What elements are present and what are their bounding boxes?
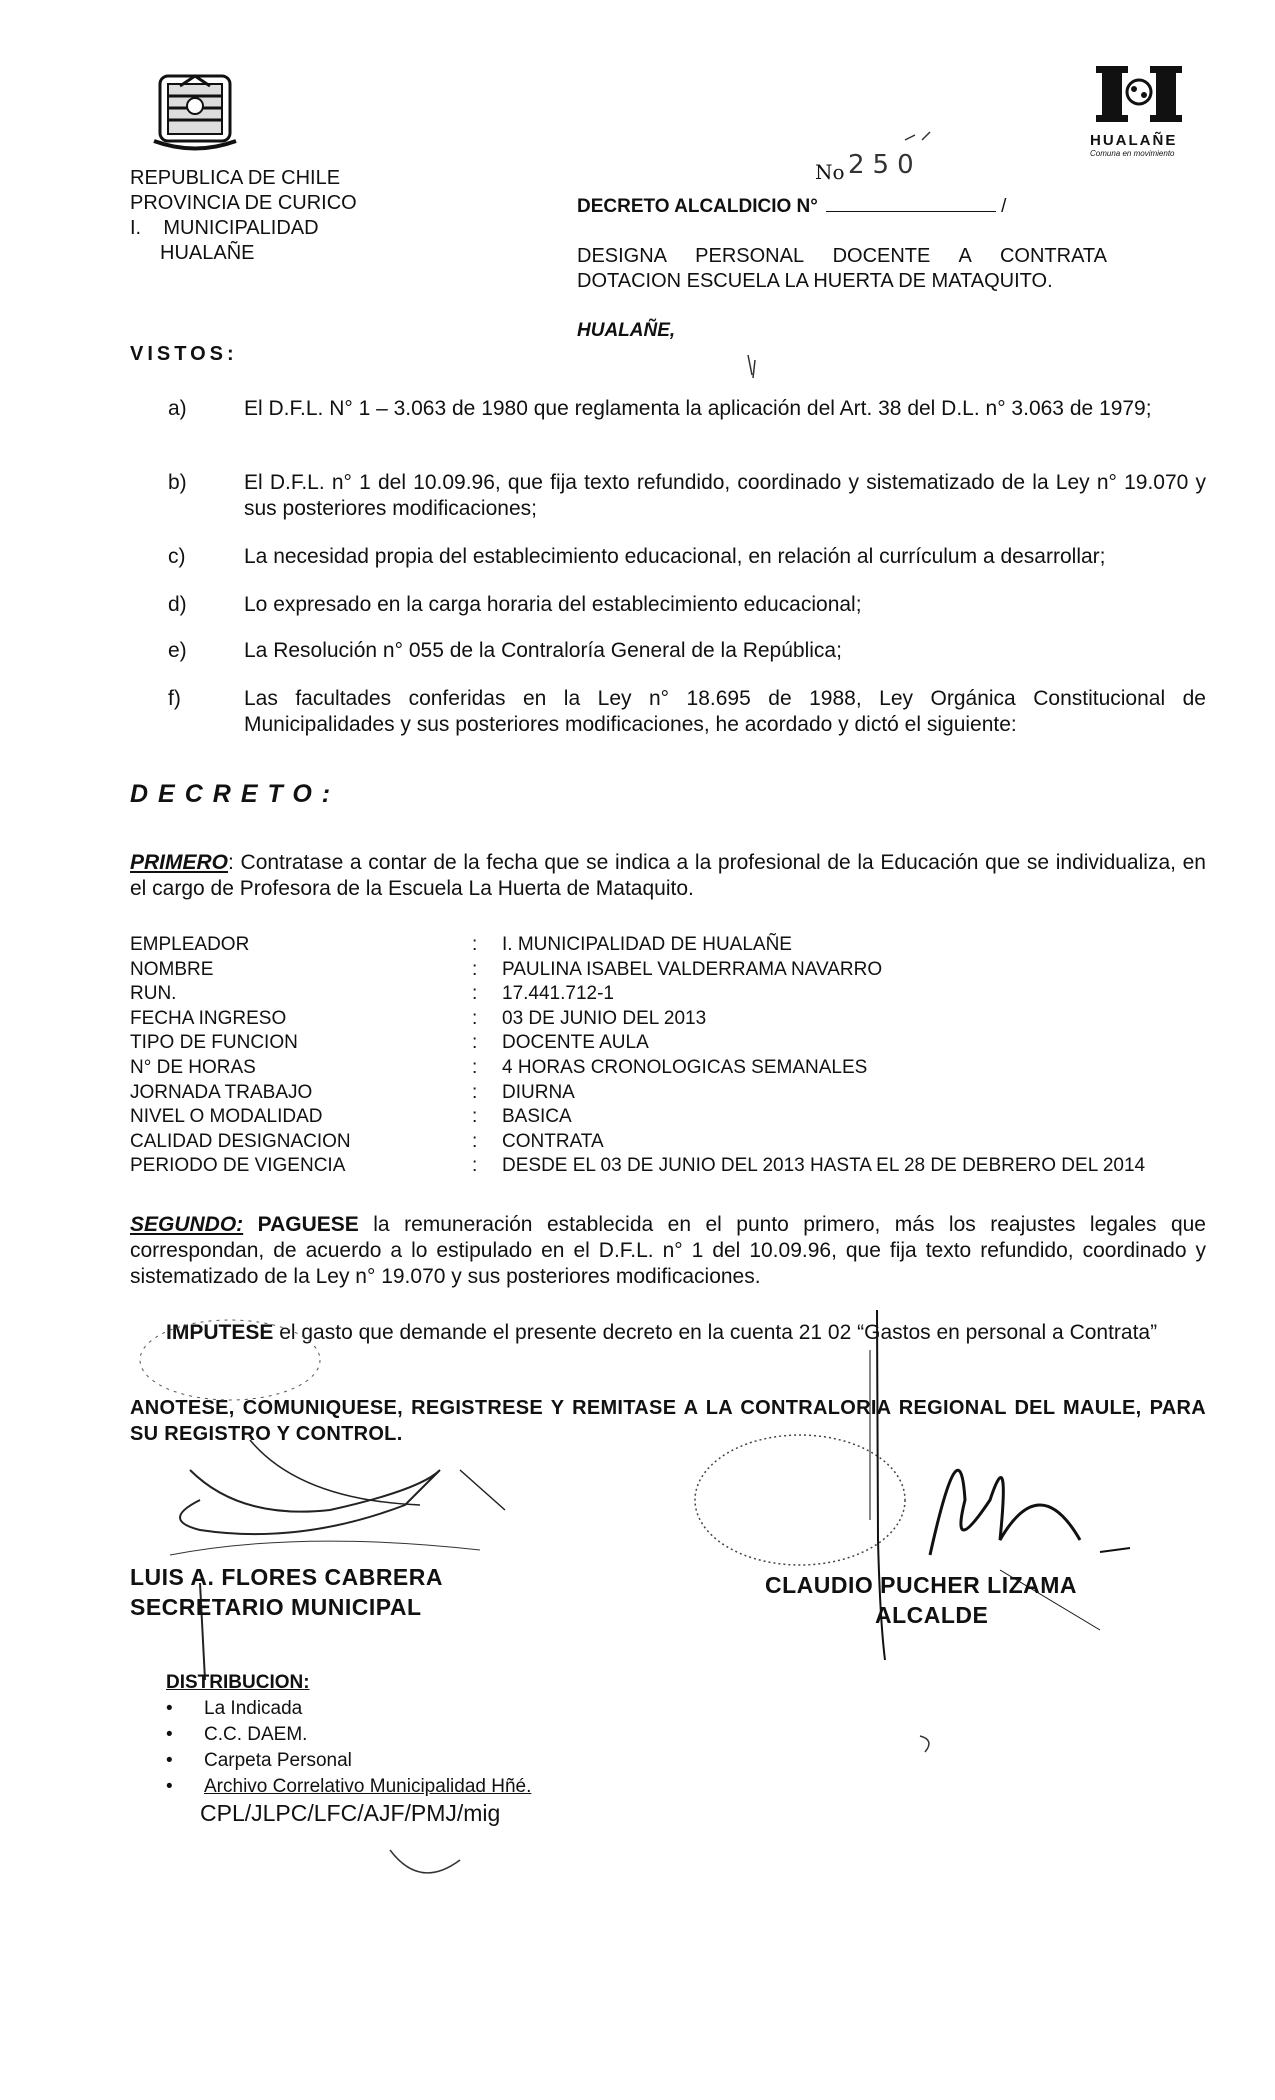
field-value: 17.441.712-1 bbox=[502, 983, 614, 1005]
visto-text: La necesidad propia del establecimiento educacional, en relación al currículum a desarrollar; bbox=[244, 545, 1106, 568]
field-value: 4 HORAS CRONOLOGICAS SEMANALES bbox=[502, 1056, 868, 1078]
field-separator: : bbox=[472, 1155, 478, 1177]
country-line: REPUBLICA DE CHILE bbox=[130, 167, 341, 189]
field-key: FECHA INGRESO bbox=[130, 1007, 287, 1029]
visto-label: f) bbox=[168, 687, 181, 710]
list-item: • Carpeta Personal bbox=[204, 1748, 531, 1774]
primero-label: PRIMERO bbox=[130, 851, 229, 874]
visto-label: c) bbox=[168, 545, 186, 568]
province-line: PROVINCIA DE CURICO bbox=[130, 192, 357, 214]
distribution-title: DISTRIBUCION: bbox=[166, 1672, 310, 1693]
logo-tagline: Comuna en movimiento bbox=[1090, 149, 1175, 158]
decree-number: 250 bbox=[848, 150, 922, 180]
field-key: NIVEL O MODALIDAD bbox=[130, 1106, 323, 1128]
field-key: EMPLEADOR bbox=[130, 934, 250, 955]
visto-label: a) bbox=[168, 397, 187, 420]
impute-verb: IMPUTESE bbox=[166, 1321, 274, 1344]
visto-label: d) bbox=[168, 593, 187, 616]
field-key: NOMBRE bbox=[130, 958, 214, 980]
field-separator: : bbox=[472, 983, 478, 1005]
decreto-title: DECRETO: bbox=[130, 780, 341, 808]
impute-text: el gasto que demande el presente decreto en la cuenta 21 02 “Gastos en personal a Contrata” bbox=[273, 1321, 1158, 1344]
reference-initials: CPL/JLPC/LFC/AJF/PMJ/mig bbox=[200, 1800, 501, 1826]
field-key: JORNADA TRABAJO bbox=[130, 1081, 313, 1103]
vistos-title: VISTOS: bbox=[130, 343, 238, 365]
field-value: BASICA bbox=[502, 1106, 572, 1128]
primero-text: : Contratase a contar de la fecha que se indica a la profesional de la Educación que se individualiza, en el cargo de Profesora de la Escuela La Huerta de Mataquito. bbox=[130, 851, 1206, 900]
visto-label: b) bbox=[168, 471, 187, 494]
handwritten-no: No bbox=[815, 160, 845, 184]
mayor-title: ALCALDE bbox=[875, 1602, 989, 1628]
field-key: N° DE HORAS bbox=[130, 1056, 256, 1078]
secretary-title: SECRETARIO MUNICIPAL bbox=[130, 1594, 422, 1620]
subject-line-2: DOTACION ESCUELA LA HUERTA DE MATAQUITO. bbox=[577, 270, 1053, 292]
place-line: HUALAÑE, bbox=[577, 320, 676, 341]
field-separator: : bbox=[472, 1032, 478, 1054]
field-value: I. MUNICIPALIDAD DE HUALAÑE bbox=[502, 934, 792, 955]
field-key: RUN. bbox=[130, 983, 177, 1005]
list-item: • Archivo Correlativo Municipalidad Hñé. bbox=[204, 1774, 531, 1800]
logo-text: HUALAÑE bbox=[1090, 132, 1178, 149]
closing-paragraph: ANOTESE, COMUNIQUESE, REGISTRESE Y REMITASE A LA CONTRALORIA REGIONAL DEL MAULE, PARA SU REGISTRO Y CONTROL. bbox=[130, 1397, 1206, 1445]
mayor-name: CLAUDIO PUCHER LIZAMA bbox=[765, 1572, 1078, 1598]
visto-text: El D.F.L. N° 1 – 3.063 de 1980 que reglamenta la aplicación del Art. 38 del D.L. n° 3.063 de 1979; bbox=[244, 397, 1152, 420]
field-key: CALIDAD DESIGNACION bbox=[130, 1130, 351, 1152]
visto-text: Lo expresado en la carga horaria del establecimiento educacional; bbox=[244, 593, 862, 616]
mayor-signature bbox=[765, 1570, 1077, 1630]
field-value: PAULINA ISABEL VALDERRAMA NAVARRO bbox=[502, 958, 883, 980]
municipality-line: I. MUNICIPALIDAD bbox=[130, 217, 319, 239]
decree-label-text: DECRETO ALCALDICIO N° bbox=[577, 196, 818, 217]
field-value: DESDE EL 03 DE JUNIO DEL 2013 HASTA EL 28 DE DEBRERO DEL 2014 bbox=[502, 1155, 1146, 1177]
distribution-list bbox=[166, 1696, 531, 1800]
field-separator: : bbox=[472, 1081, 478, 1103]
visto-text: La Resolución n° 055 de la Contraloría General de la República; bbox=[244, 639, 842, 662]
subject-line-1: DESIGNA PERSONAL DOCENTE A CONTRATA bbox=[577, 245, 1107, 267]
field-value: 03 DE JUNIO DEL 2013 bbox=[502, 1007, 707, 1029]
visto-text: Las facultades conferidas en la Ley n° 18.695 de 1988, Ley Orgánica Constitucional de Municipalidades y sus posteriores modificaciones, he acordado y dictó el siguiente: bbox=[244, 687, 1206, 736]
field-key: TIPO DE FUNCION bbox=[130, 1032, 298, 1054]
secretary-name: LUIS A. FLORES CABRERA bbox=[130, 1564, 443, 1590]
field-separator: : bbox=[472, 1130, 478, 1152]
field-separator: : bbox=[472, 1106, 478, 1128]
field-separator: : bbox=[472, 1056, 478, 1078]
field-separator: : bbox=[472, 958, 478, 980]
list-item: • C.C. DAEM. bbox=[204, 1722, 531, 1748]
municipality-name: HUALAÑE bbox=[160, 242, 255, 264]
segundo-label: SEGUNDO: bbox=[130, 1213, 244, 1236]
segundo-text: la remuneración establecida en el punto primero, más los reajustes legales que correspondan, de acuerdo a lo estipulado en el D.F.L. n° 1 del 10.09.96, que fija texto refundido, coordinado y sistematizado de la Ley n° 19.070 y sus posteriores modificaciones. bbox=[130, 1213, 1206, 1288]
field-key: PERIODO DE VIGENCIA bbox=[130, 1155, 346, 1177]
field-value: CONTRATA bbox=[502, 1130, 604, 1152]
field-separator: : bbox=[472, 1007, 478, 1029]
field-separator: : bbox=[472, 934, 478, 955]
list-item: • La Indicada bbox=[204, 1696, 531, 1722]
visto-text: El D.F.L. n° 1 del 10.09.96, que fija texto refundido, coordinado y sistematizado de la Ley n° 19.070 y sus posteriores modificaciones; bbox=[244, 471, 1206, 520]
decree-label: DECRETO ALCALDICIO N° / bbox=[577, 196, 1007, 217]
secretary-signature bbox=[130, 1562, 443, 1622]
segundo-verb: PAGUESE bbox=[257, 1213, 359, 1236]
visto-label: e) bbox=[168, 639, 187, 662]
distribution-block bbox=[166, 1670, 531, 1800]
field-value: DOCENTE AULA bbox=[502, 1032, 649, 1054]
field-value: DIURNA bbox=[502, 1081, 575, 1103]
